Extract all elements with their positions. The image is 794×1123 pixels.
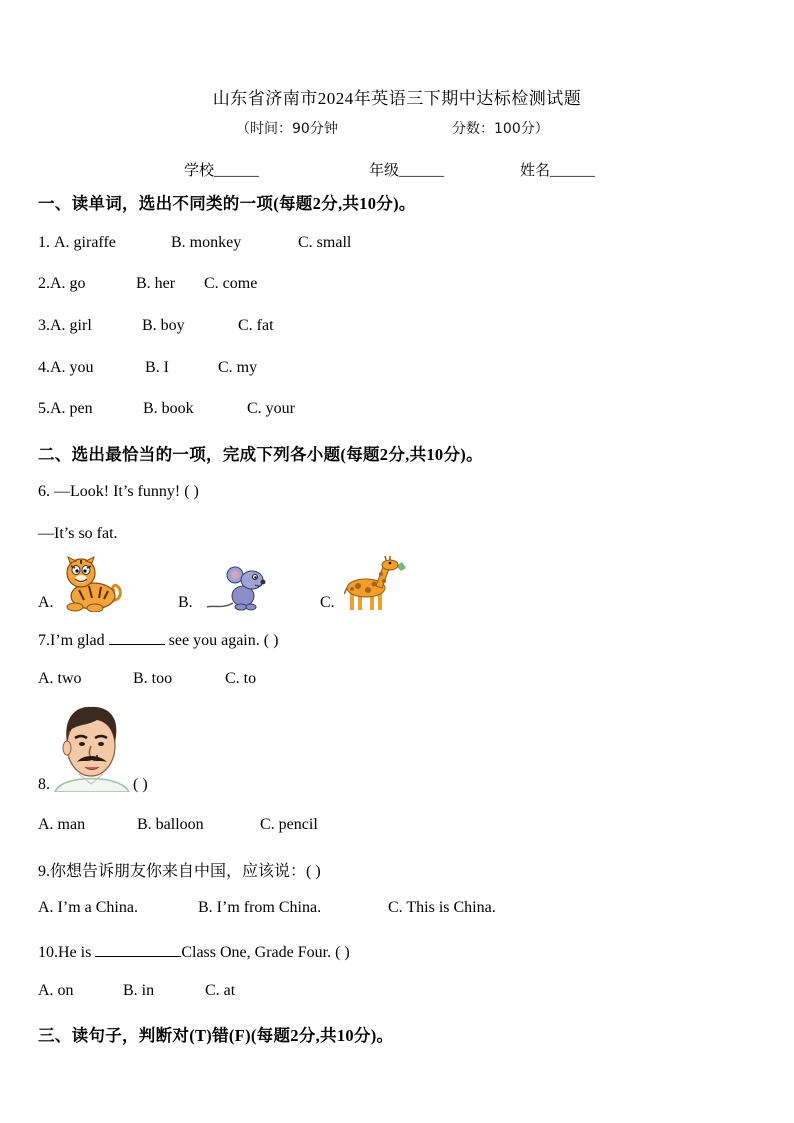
question-10-options xyxy=(38,982,235,1000)
name-field: 姓名______ xyxy=(520,163,596,179)
question-5 xyxy=(38,400,295,418)
option-c: C. pencil xyxy=(260,816,318,833)
section-1-heading: 一、读单词，选出不同类的一项(每题2分,共10分)。 xyxy=(38,194,416,213)
question-number: 4. xyxy=(38,359,50,376)
grade-field: 年级______ xyxy=(369,163,445,179)
option-b: B. too xyxy=(133,670,173,687)
man-face-icon xyxy=(51,704,133,797)
option-b: B. boy xyxy=(142,317,185,334)
option-b: B. book xyxy=(143,400,194,417)
question-6-stem: 6. —Look! It’s funny! ( ) xyxy=(38,483,199,500)
option-c: C. small xyxy=(298,234,352,251)
question-9-stem: 9.你想告诉朋友你来自中国，应该说：( ) xyxy=(38,863,321,880)
option-a-label: A. xyxy=(38,594,54,611)
option-b: B. balloon xyxy=(137,816,204,833)
question-7 xyxy=(38,629,278,650)
mouse-icon xyxy=(205,565,267,616)
page-title: 山东省济南市2024年英语三下期中达标检测试题 xyxy=(212,89,582,108)
exam-score: 分数：100分） xyxy=(452,121,549,137)
option-c: C. to xyxy=(225,670,257,687)
option-b: B. I’m from China. xyxy=(198,899,322,916)
section-2-heading: 二、选出最恰当的一项，完成下列各小题(每题2分,共10分)。 xyxy=(38,445,483,464)
option-a: A. pen xyxy=(50,400,93,417)
question-3 xyxy=(38,317,274,335)
option-a: A. I’m a China. xyxy=(38,899,138,916)
giraffe-icon xyxy=(344,556,410,617)
option-c: C. my xyxy=(218,359,258,376)
question-number: 5. xyxy=(38,400,50,417)
option-c: C. your xyxy=(247,400,295,417)
answer-blank[interactable] xyxy=(95,941,181,957)
answer-blank[interactable] xyxy=(109,629,165,645)
option-c: C. fat xyxy=(238,317,274,334)
question-7-options xyxy=(38,670,256,688)
option-c: C. at xyxy=(205,982,236,999)
question-10-stem-end: Class One, Grade Four. ( ) xyxy=(181,944,350,961)
question-6-reply: —It’s so fat. xyxy=(38,525,118,542)
school-field: 学校______ xyxy=(184,163,260,179)
option-a: A. you xyxy=(50,359,94,376)
question-1 xyxy=(38,234,351,252)
question-8-options xyxy=(38,816,318,834)
option-c: C. This is China. xyxy=(388,899,496,916)
option-a: A. girl xyxy=(50,317,92,334)
question-8-number: 8. xyxy=(38,776,50,793)
option-c-label: C. xyxy=(320,594,335,611)
question-10-stem-start: 10.He is xyxy=(38,944,92,961)
option-a: A. on xyxy=(38,982,74,999)
question-10 xyxy=(38,941,350,962)
option-a: A. giraffe xyxy=(54,234,116,251)
option-b: B. her xyxy=(136,275,176,292)
question-8-paren: ( ) xyxy=(133,776,148,793)
option-a: A. man xyxy=(38,816,86,833)
option-a: A. two xyxy=(38,670,82,687)
question-2 xyxy=(38,275,257,293)
question-7-stem-end: see you again. ( ) xyxy=(168,632,279,649)
option-b: B. in xyxy=(123,982,155,999)
option-c: C. come xyxy=(204,275,258,292)
question-number: 1. xyxy=(38,234,54,251)
option-b: B. monkey xyxy=(171,234,242,251)
option-a: A. go xyxy=(50,275,86,292)
question-7-stem-start: 7.I’m glad xyxy=(38,632,105,649)
question-number: 3. xyxy=(38,317,50,334)
section-3-heading: 三、读句子，判断对(T)错(F)(每题2分,共10分)。 xyxy=(38,1026,394,1045)
exam-time: （时间：90分钟 xyxy=(236,121,338,137)
question-4 xyxy=(38,359,257,377)
question-number: 2. xyxy=(38,275,50,292)
option-b: B. I xyxy=(145,359,169,376)
question-9-options xyxy=(38,899,496,917)
option-b-label: B. xyxy=(178,594,193,611)
tiger-icon xyxy=(61,556,125,617)
